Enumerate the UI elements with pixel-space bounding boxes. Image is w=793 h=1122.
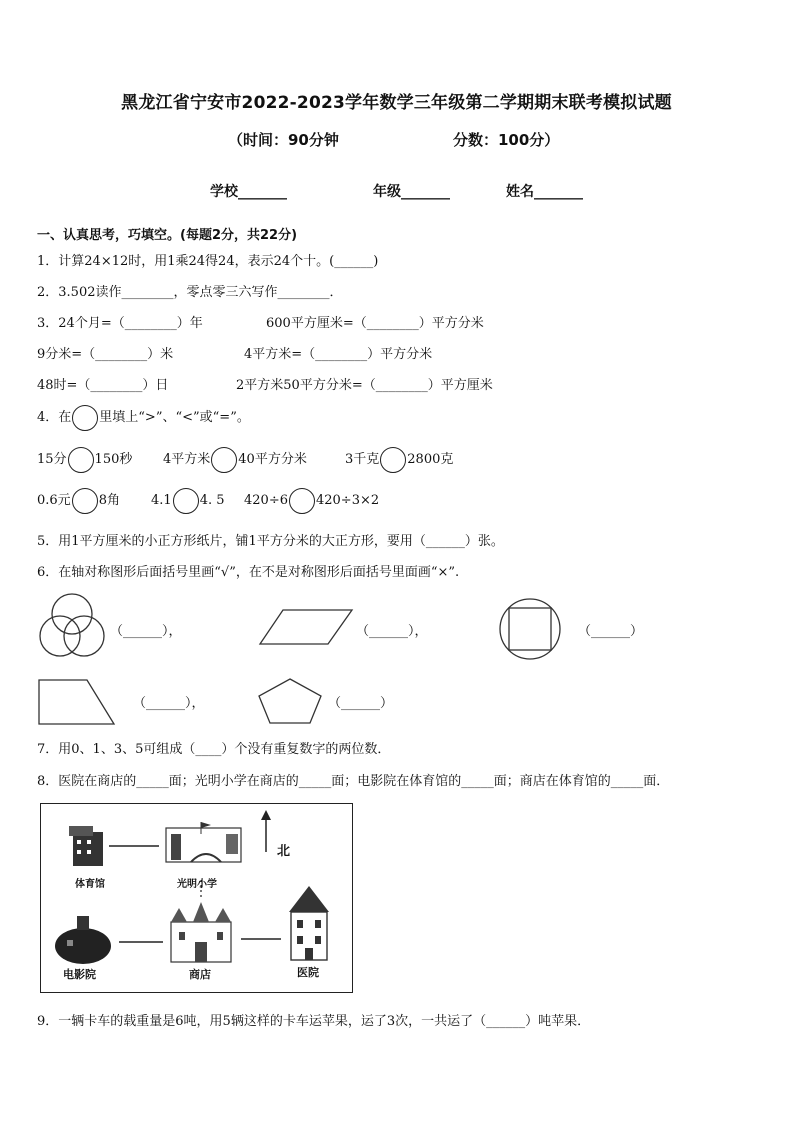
square-in-circle-icon xyxy=(498,597,562,661)
compare-item-b xyxy=(163,446,307,474)
compare-d-left: 0.6元 xyxy=(37,493,71,508)
question-3e: 48时=（________）日 xyxy=(37,378,169,393)
compare-circle[interactable] xyxy=(68,447,94,473)
compare-a-right: 150秒 xyxy=(94,452,133,467)
grade-field: 年级_______ xyxy=(373,184,450,200)
north-label: 北 xyxy=(277,844,291,859)
q6-blank-2[interactable]: （______）， xyxy=(356,624,428,639)
compare-item-c xyxy=(345,446,453,474)
cinema-label: 电影院 xyxy=(63,968,96,981)
direction-map xyxy=(40,803,353,993)
school-label: 光明小学 xyxy=(177,879,217,890)
exam-time: （时间：90分钟 xyxy=(228,131,339,149)
question-3f: 2平方米50平方分米=（________）平方厘米 xyxy=(236,378,493,393)
three-circles-icon xyxy=(38,592,106,660)
question-4-prefix: 4．在 xyxy=(37,410,72,425)
question-3a: 3．24个月=（________）年 xyxy=(37,316,203,331)
compare-circle[interactable] xyxy=(173,488,199,514)
compare-f-right: 420÷3×2 xyxy=(315,493,380,508)
q6-blank-4[interactable]: （______）， xyxy=(133,696,205,711)
trapezoid-icon xyxy=(37,677,117,727)
compare-b-left: 4平方米 xyxy=(163,452,211,467)
gym-icon xyxy=(69,826,103,866)
question-5: 5．用1平方厘米的小正方形纸片，铺1平方分米的大正方形，要用（______）张。 xyxy=(37,534,504,549)
compare-item-e xyxy=(151,487,225,515)
compare-a-left: 15分 xyxy=(37,452,67,467)
question-9: 9．一辆卡车的载重量是6吨，用5辆这样的卡车运苹果，运了3次，一共运了（______）吨苹果． xyxy=(37,1014,591,1029)
page-title: 黑龙江省宁安市2022-2023学年数学三年级第二学期期末联考模拟试题 xyxy=(121,93,672,113)
compare-circle[interactable] xyxy=(211,447,237,473)
school-field: 学校_______ xyxy=(210,184,287,200)
compare-circle[interactable] xyxy=(72,488,98,514)
compare-e-right: 4. 5 xyxy=(199,493,225,508)
question-4-intro xyxy=(37,404,250,432)
question-7: 7．用0、1、3、5可组成（____）个没有重复数字的两位数． xyxy=(37,742,391,757)
compare-item-d xyxy=(37,487,120,515)
q6-blank-3[interactable]: （______） xyxy=(578,624,644,639)
shop-icon xyxy=(171,902,231,962)
q6-blank-5[interactable]: （______） xyxy=(328,696,394,711)
compare-c-left: 3千克 xyxy=(345,452,380,467)
q6-blank-1[interactable]: （______）， xyxy=(110,624,182,639)
question-3d: 4平方米=（________）平方分米 xyxy=(244,347,433,362)
question-1: 1．计算24×12时，用1乘24得24，表示24个十。(______) xyxy=(37,254,379,269)
question-4-suffix: 里填上“>”、“<”或“=”。 xyxy=(99,410,250,425)
question-3c: 9分米=（________）米 xyxy=(37,347,174,362)
compare-c-right: 2800克 xyxy=(407,452,454,467)
hospital-icon xyxy=(289,886,329,960)
question-6: 6．在轴对称图形后面括号里画“√”，在不是对称图形后面括号里面画“×”. xyxy=(37,565,460,580)
hospital-label: 医院 xyxy=(297,966,319,979)
compare-b-right: 40平方分米 xyxy=(238,452,307,467)
compare-circle xyxy=(72,405,98,431)
shop-label: 商店 xyxy=(189,968,211,981)
gym-label: 体育馆 xyxy=(75,879,105,890)
compare-d-right: 8角 xyxy=(98,493,120,508)
compare-item-f xyxy=(244,487,379,515)
question-3b: 600平方厘米=（________）平方分米 xyxy=(266,316,484,331)
compare-circle[interactable] xyxy=(289,488,315,514)
compare-item-a xyxy=(37,446,132,474)
section-heading: 一、认真思考，巧填空。(每题2分，共22分) xyxy=(37,228,298,243)
compare-circle[interactable] xyxy=(380,447,406,473)
name-field: 姓名_______ xyxy=(506,184,583,200)
compare-f-left: 420÷6 xyxy=(244,493,288,508)
compare-e-left: 4.1 xyxy=(151,493,172,508)
parallelogram-icon xyxy=(258,607,354,647)
question-2: 2．3.502读作________，零点零三六写作________． xyxy=(37,285,343,300)
cinema-icon xyxy=(55,916,111,964)
exam-score: 分数：100分） xyxy=(453,131,560,149)
pentagon-icon xyxy=(256,677,324,725)
question-8: 8．医院在商店的_____面；光明小学在商店的_____面；电影院在体育馆的_____面；商店在体育馆的_____面． xyxy=(37,774,670,789)
school-icon xyxy=(166,822,241,862)
